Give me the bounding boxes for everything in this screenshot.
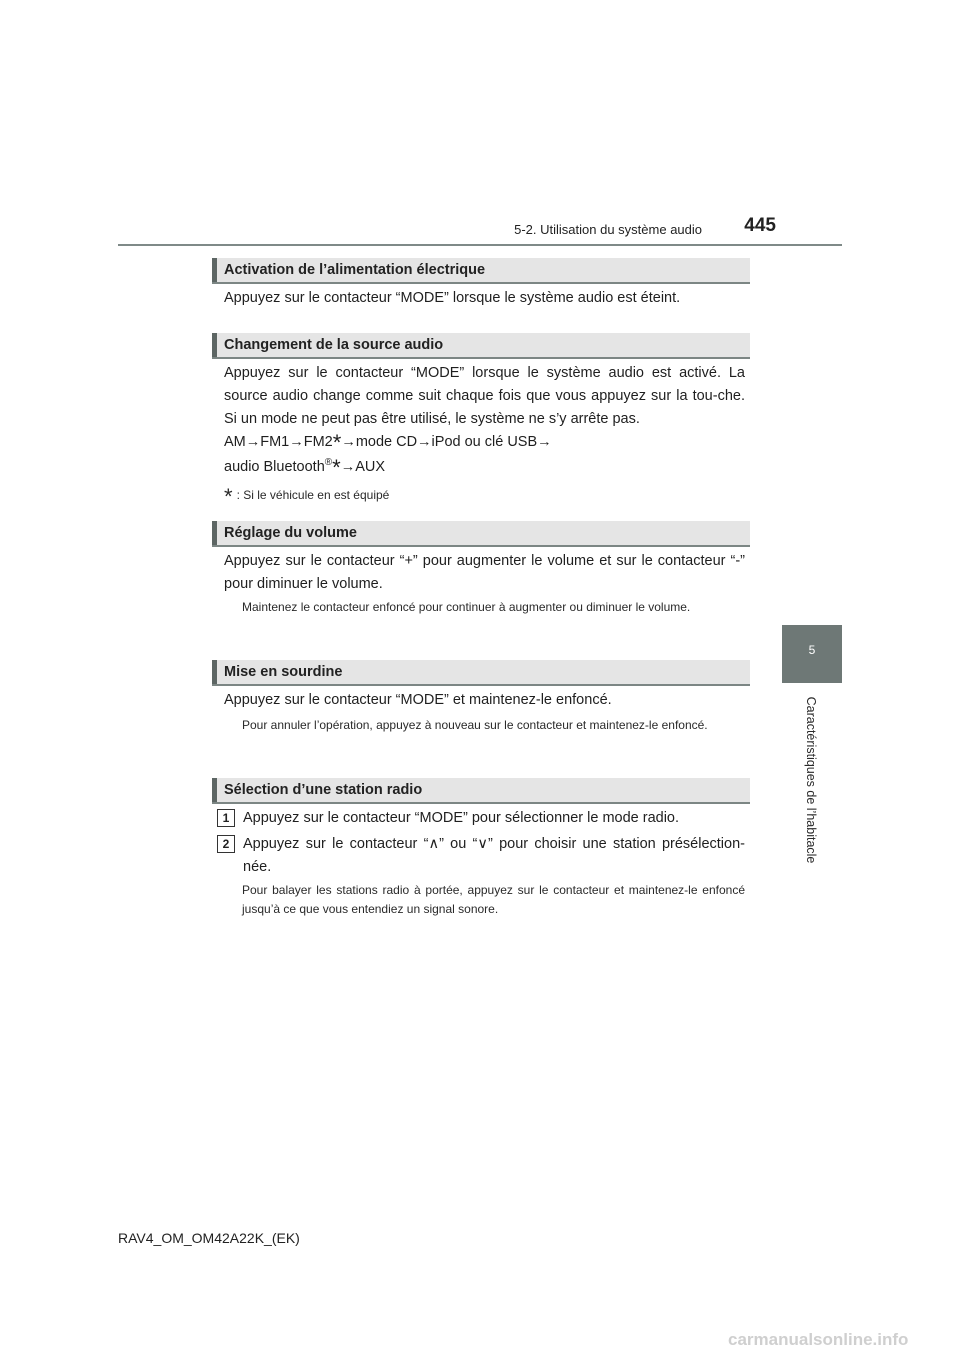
registered-mark: ® [324,457,333,468]
footnote-asterisk: * [224,484,233,509]
volume-note: Maintenez le contacteur enfoncé pour continuer à augmenter ou diminuer le volume. [242,600,691,614]
chapter-label-container [800,692,822,867]
station-note: Pour balayer les stations radio à portée, appuyez sur le contacteur et maintenez-le enfoncé jusqu’à ce que vous entendiez un signal sonore. [242,883,745,916]
asterisk-mark: * [332,430,342,455]
heading-accent-bar [212,333,217,357]
heading-mute [212,660,750,686]
flow-line2-a: audio Bluetooth [224,458,325,475]
heading-power-text: Activation de l’alimentation électrique [224,262,486,278]
source-text: Appuyez sur le contacteur “MODE” lorsque le système audio est activé. La source audio change comme suit chaque fois que vous appuyez sur la tou-che. Si un mode ne peut pas être utilisé, le système ne s’y arrête pas. [224,365,745,427]
chapter-label: Caractéristiques de l’habitacle [804,696,818,863]
heading-accent-bar [212,778,217,802]
page-header [0,0,960,250]
step-number-2: 2 [217,835,235,853]
page-number: 445 [744,215,776,236]
chapter-number: 5 [808,643,816,657]
heading-power [212,258,750,284]
mute-note: Pour annuler l’opération, appuyez à nouveau sur le contacteur et maintenez-le enfoncé. [242,718,708,732]
heading-accent-bar [212,258,217,282]
flow-line2-b: →AUX [340,458,386,475]
section-title: 5-2. Utilisation du système audio [514,222,702,237]
heading-station-text: Sélection d’une station radio [224,782,423,798]
source-footnote [224,479,390,509]
heading-volume-text: Réglage du volume [224,525,357,541]
heading-station [212,778,750,804]
chapter-tab [782,625,842,683]
source-flow-line2 [224,452,724,478]
heading-volume [212,521,750,547]
document-code: RAV4_OM_OM42A22K_(EK) [118,1230,300,1246]
heading-source [212,333,750,359]
mute-text: Appuyez sur le contacteur “MODE” et maintenez-le enfoncé. [224,692,612,708]
step-text-1: Appuyez sur le contacteur “MODE” pour sélectionner le mode radio. [243,810,680,826]
flow-line1-a: AM→FM1→FM2 [224,434,333,450]
source-flow-line1 [224,432,724,453]
heading-accent-bar [212,660,217,684]
header-divider [118,244,842,246]
footnote-text: : Si le véhicule en est équipé [236,488,390,502]
heading-accent-bar [212,521,217,545]
power-text: Appuyez sur le contacteur “MODE” lorsque le système audio est éteint. [224,290,681,306]
volume-text: Appuyez sur le contacteur “+” pour augmenter le volume et sur le contacteur “-” pour diminuer le volume. [224,553,745,592]
heading-source-text: Changement de la source audio [224,337,444,353]
watermark: carmanualsonline.info [728,1330,909,1349]
asterisk-mark: * [332,454,341,480]
flow-line1-b: →mode CD→iPod ou clé USB→ [341,434,552,450]
step-number-1: 1 [217,809,235,827]
step-text-2: Appuyez sur le contacteur “∧” ou “∨” pour choisir une station présélection-née. [243,836,745,875]
heading-mute-text: Mise en sourdine [224,664,343,680]
